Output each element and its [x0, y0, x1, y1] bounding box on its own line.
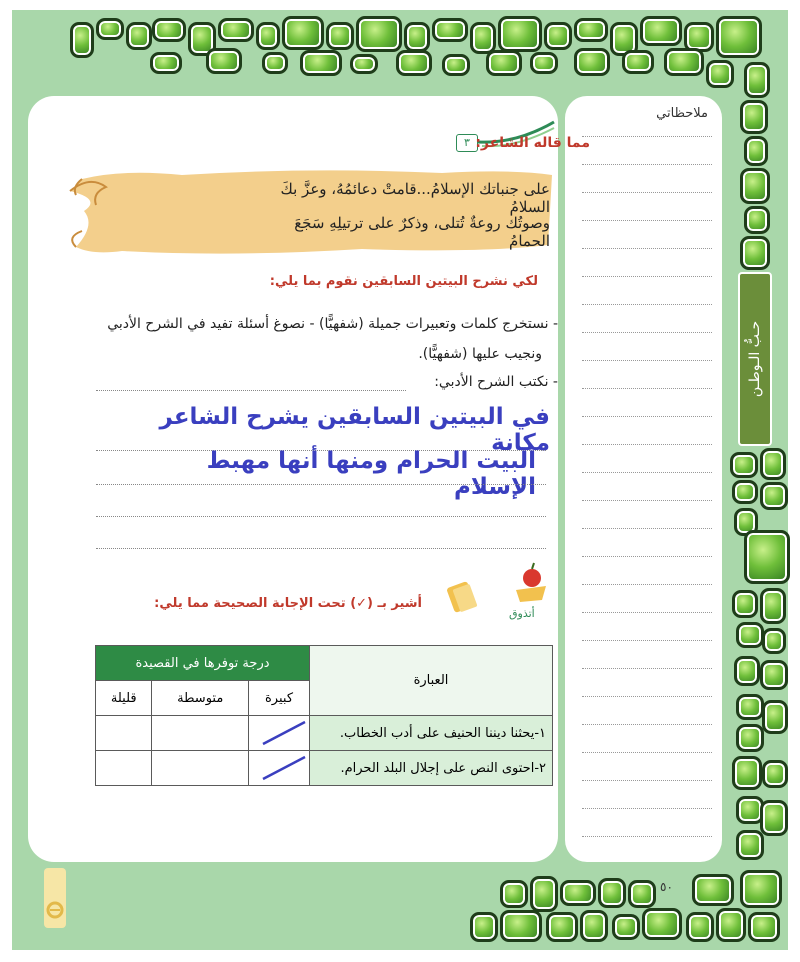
notes-line	[582, 248, 712, 249]
notes-line	[582, 192, 712, 193]
notes-line	[582, 584, 712, 585]
evaluation-table	[95, 645, 553, 786]
publisher-logo-icon	[44, 868, 66, 928]
notes-line	[582, 332, 712, 333]
notes-line	[582, 696, 712, 697]
level-small-header: قليلة	[96, 681, 152, 716]
statement-cell: ٢-احتوى النص على إجلال البلد الحرام.	[310, 751, 553, 786]
answer-cell-small[interactable]	[96, 751, 152, 786]
answer-line-2: البيت الحرام ومنها أنها مهبط الإسلام	[206, 448, 536, 500]
notes-line	[582, 304, 712, 305]
answer-cell-medium[interactable]	[152, 716, 249, 751]
notes-line	[582, 780, 712, 781]
table-row	[96, 716, 553, 751]
writing-line	[96, 484, 546, 485]
notes-line	[582, 472, 712, 473]
notes-line	[582, 640, 712, 641]
notes-line	[582, 416, 712, 417]
level-large-header: كبيرة	[249, 681, 310, 716]
answer-cell-large[interactable]	[249, 716, 310, 751]
answer-cell-medium[interactable]	[152, 751, 249, 786]
answer-cell-small[interactable]	[96, 716, 152, 751]
level-medium-header: متوسطة	[152, 681, 249, 716]
unit-side-tab	[738, 272, 772, 446]
notes-line	[582, 528, 712, 529]
notes-line	[582, 752, 712, 753]
notes-line	[582, 836, 712, 837]
notes-line	[582, 556, 712, 557]
writing-line	[96, 390, 406, 391]
check-mark	[253, 718, 319, 748]
notes-line	[582, 136, 712, 137]
section-title: مما قاله الشاعر:	[475, 135, 590, 151]
answer-line-1: في البيتين السابقين يشرح الشاعر مكانة	[159, 404, 550, 456]
explain-step-1: - نستخرج كلمات وتعبيرات جميلة (شفهيًّا) - نصوغ أسئلة تفيد في الشرح الأدبي	[107, 316, 558, 332]
notes-line	[582, 612, 712, 613]
statement-cell: ١-يحثنا ديننا الحنيف على أدب الخطاب.	[310, 716, 553, 751]
notes-title: ملاحظاتي	[656, 106, 708, 121]
notes-line	[582, 724, 712, 725]
table-row	[96, 751, 553, 786]
answer-cell-large[interactable]	[249, 751, 310, 786]
instruction-text: أشير بـ (✓) تحت الإجابة الصحيحة مما يلي:	[154, 596, 422, 611]
notes-line	[582, 360, 712, 361]
notes-line	[582, 276, 712, 277]
explain-heading: لكي نشرح البيتين السابقين نقوم بما يلي:	[269, 274, 538, 289]
unit-side-tab-label: حـبُّ الـوطـن	[747, 320, 763, 398]
notes-line	[582, 220, 712, 221]
degree-header: درجة توفرها في القصيدة	[96, 646, 310, 681]
notes-line	[582, 388, 712, 389]
writing-line	[96, 516, 546, 517]
poem-verse-1: على جنباتك الإسلامُ...قامتْ دعائمُهُ، وعزَّ بكَ السلامُ	[280, 180, 550, 216]
poem-verse-2: وصوتُك روعةٌ تُتلى، وذكرٌ على ترتيلِهِ سَجَعَ الحمامُ	[294, 214, 550, 250]
notes-line	[582, 444, 712, 445]
notes-column	[565, 96, 722, 862]
taste-icon-label: أتذوق	[509, 607, 535, 620]
writing-line	[96, 548, 546, 549]
notes-line	[582, 500, 712, 501]
check-mark	[253, 753, 319, 783]
notes-line	[582, 668, 712, 669]
explain-step-1-continued: ونجيب عليها (شفهيًّا).	[418, 346, 542, 362]
explain-step-2: - نكتب الشرح الأدبي:	[434, 374, 558, 390]
taste-icon	[446, 560, 556, 620]
page-number: ٥٠	[660, 880, 673, 894]
statement-header: العبارة	[310, 646, 553, 716]
notes-line	[582, 808, 712, 809]
notes-line	[582, 164, 712, 165]
section-number-badge: ٣	[456, 134, 478, 152]
